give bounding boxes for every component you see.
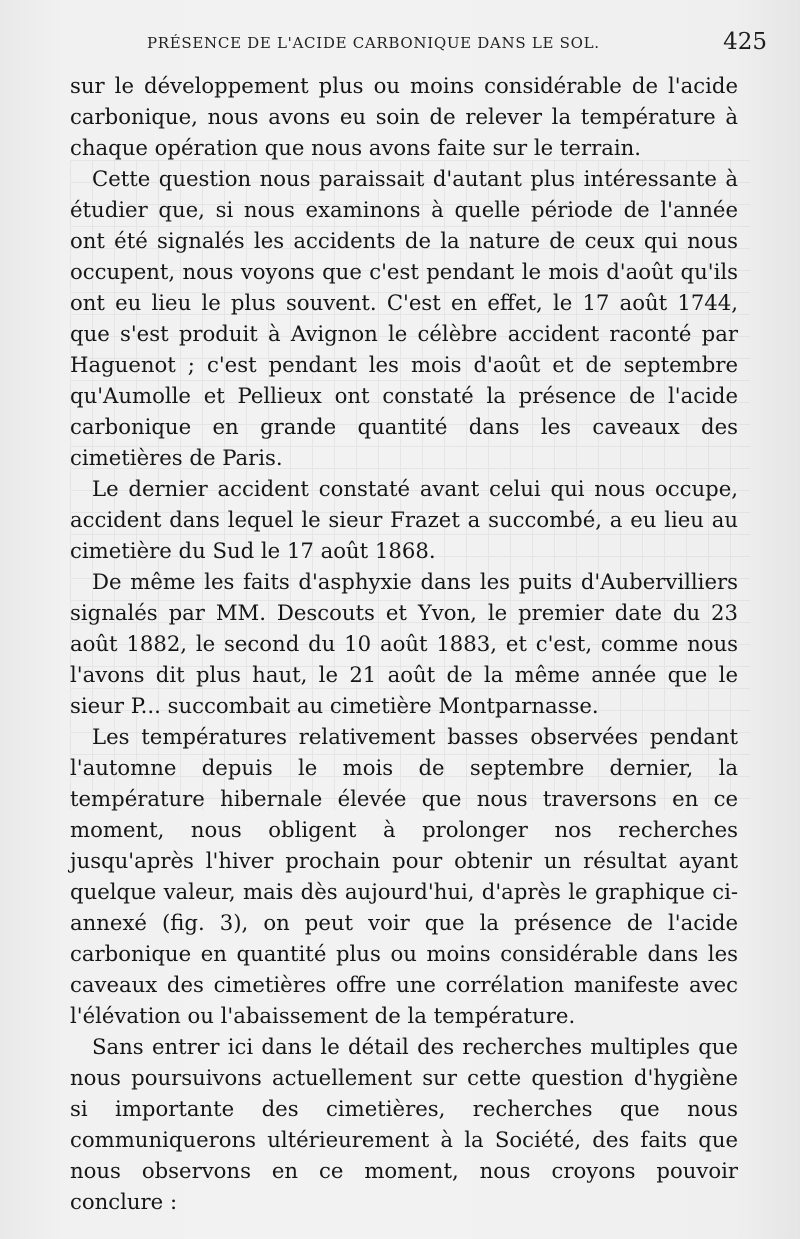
page-number: 425 bbox=[723, 29, 767, 55]
paragraph-aubervilliers-asphyxia: De même les faits d'asphyxie dans les puits d'Aubervilliers signalés par MM. Descouts et Yvon, le premier date du 23 août 1882, le second du 10 août 1883, et c'est, comme nous l'avons dit plus haut, le 21 août de la même année que le sieur P... succombait au cimetière Montparnasse. bbox=[70, 569, 738, 718]
page-header bbox=[0, 28, 800, 62]
paragraph-last-accident: Le dernier accident constaté avant celui qui nous occupe, accident dans lequel le sieur Frazet a succombé, a eu lieu au cimetière du Sud le 17 août 1868. bbox=[70, 476, 738, 563]
main-text bbox=[70, 70, 738, 1217]
paragraph-interest-question: Cette question nous paraissait d'autant plus intéressante à étudier que, si nous examinons à quelle période de l'année ont été signalés les accidents de la nature de ceux qui nous occupent, nous voyons que c'est pendant le mois d'août qu'ils ont eu lieu le plus souvent. C'est en effet, le 17 août 1744, que s'est produit à Avignon le célèbre accident raconté par Haguenot ; c'est pendant les mois d'août et de septembre qu'Aumolle et Pellieux ont constaté la présence de l'acide carbonique en grande quantité dans les caveaux des cimetières de Paris. bbox=[70, 166, 738, 470]
paragraph-temperatures: Les températures relativement basses observées pendant l'automne depuis le mois de septembre dernier, la température hibernale élevée que nous traversons en ce moment, nous obligent à prolonger nos recherches jusqu'après l'hiver prochain pour obtenir un résultat ayant quelque valeur, mais dès aujourd'hui, d'après le graphique ci-annexé (fig. 3), on peut voir que la présence de l'acide carbonique en quantité plus ou moins considérable dans les caveaux des cimetières offre une corrélation manifeste avec l'élévation ou l'abaissement de la température. bbox=[70, 724, 738, 1028]
running-title: PRÉSENCE DE L'ACIDE CARBONIQUE DANS LE SOL. bbox=[147, 34, 600, 52]
paragraph-continuation: sur le développement plus ou moins considérable de l'acide carbonique, nous avons eu soin de relever la température à chaque opération que nous avons faite sur le terrain. bbox=[70, 73, 738, 160]
paragraph-conclusion-intro: Sans entrer ici dans le détail des recherches multiples que nous poursuivons actuellement sur cette question d'hygiène si importante des cimetières, recherches que nous communiquerons ultérieurement à la Société, des faits que nous observons en ce moment, nous croyons pouvoir conclure : bbox=[70, 1034, 738, 1214]
